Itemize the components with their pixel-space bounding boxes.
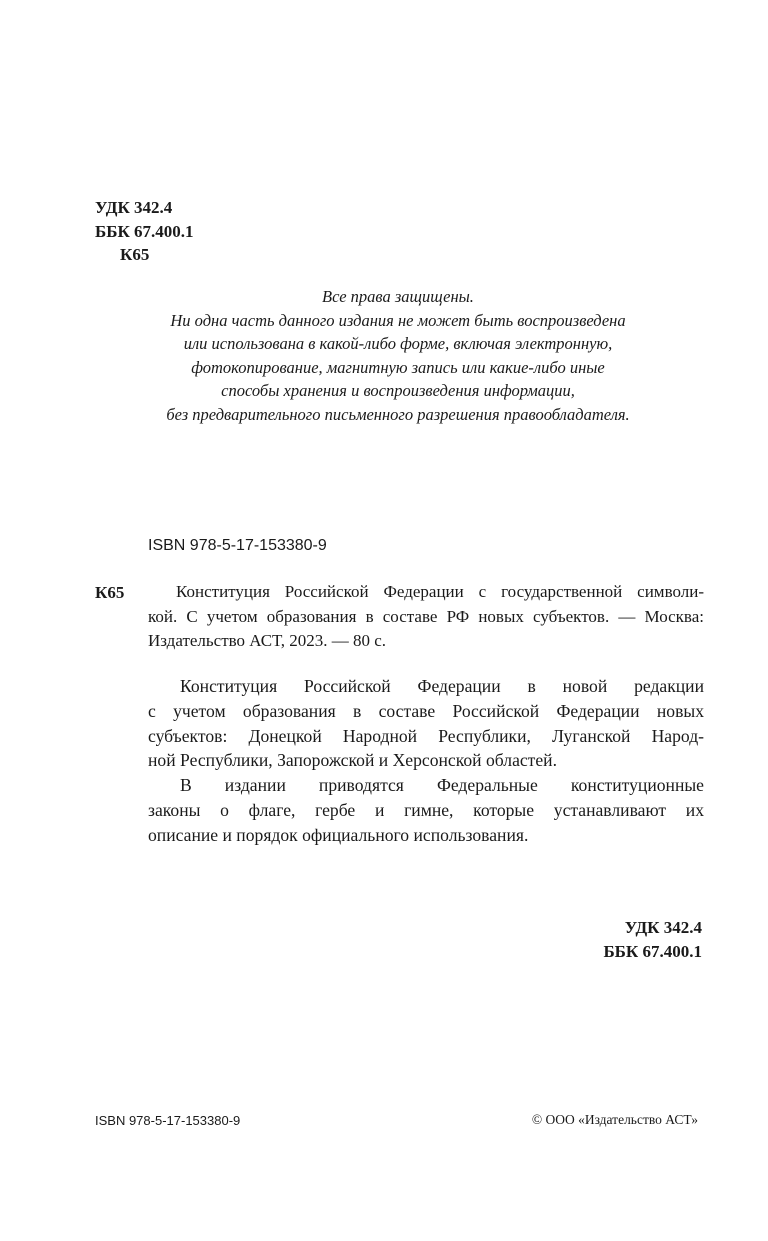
rights-line: или использована в какой-либо форме, включая электронную, bbox=[183, 334, 613, 353]
bibliographic-label: К65 bbox=[95, 583, 125, 602]
annotation-line: с учетом образования в составе Российской Федерации новых bbox=[148, 700, 704, 721]
bibliographic-entry bbox=[148, 580, 704, 654]
bibliographic-line: Конституция Российской Федерации с государственной символи- bbox=[176, 582, 704, 601]
annotation-line: ной Республики, Запорожской и Херсонской областей. bbox=[148, 750, 557, 771]
copyright: © ООО «Издательство АСТ» bbox=[531, 1112, 698, 1127]
isbn-main: ISBN 978-5-17-153380-9 bbox=[148, 537, 327, 554]
rights-notice bbox=[120, 285, 676, 426]
udk-code: УДК 342.4 bbox=[95, 198, 173, 217]
bibliographic-line: кой. С учетом образования в составе РФ новых субъектов. — Москва: bbox=[148, 606, 704, 626]
annotation-line: субъектов: Донецкой Народной Республики, Луганской Народ- bbox=[148, 725, 704, 746]
author-mark: К65 bbox=[120, 245, 150, 264]
rights-line: Все права защищены. bbox=[322, 287, 474, 306]
classification-block-top bbox=[95, 196, 194, 267]
rights-line: без предварительного письменного разрешения правообладателя. bbox=[166, 404, 630, 424]
footer-isbn: ISBN 978-5-17-153380-9 bbox=[95, 1113, 241, 1128]
bbk-code: ББК 67.400.1 bbox=[603, 941, 702, 961]
annotation-line: В издании приводятся Федеральные конституционные bbox=[180, 775, 704, 796]
rights-line: фотокопирование, магнитную запись или какие-либо иные bbox=[191, 357, 605, 377]
annotation bbox=[148, 674, 704, 848]
rights-line: Ни одна часть данного издания не может быть воспроизведена bbox=[170, 310, 626, 330]
rights-line: способы хранения и воспроизведения информации, bbox=[221, 381, 575, 400]
annotation-line: описание и порядок официального использования. bbox=[148, 824, 529, 845]
classification-block-bottom bbox=[603, 916, 702, 963]
bibliographic-line: Издательство АСТ, 2023. — 80 с. bbox=[148, 631, 387, 650]
annotation-line: Конституция Российской Федерации в новой редакции bbox=[180, 676, 704, 696]
udk-code: УДК 342.4 bbox=[624, 918, 702, 937]
annotation-line: законы о флаге, гербе и гимне, которые устанавливают их bbox=[148, 799, 704, 820]
bbk-code: ББК 67.400.1 bbox=[95, 221, 194, 241]
